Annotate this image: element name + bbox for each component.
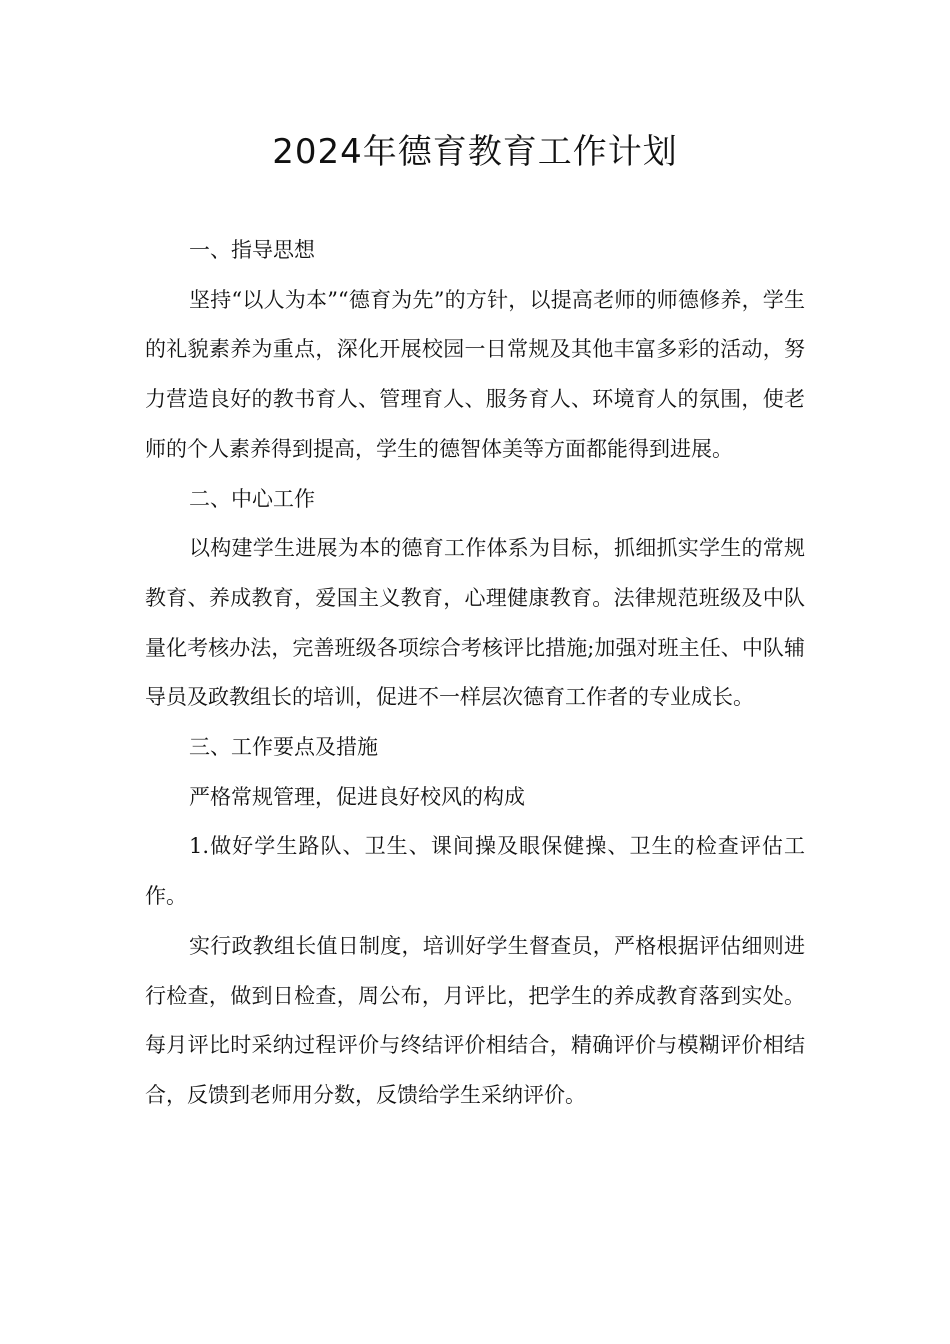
document-title: 2024年德育教育工作计划 bbox=[272, 132, 678, 172]
document-body bbox=[145, 226, 805, 1121]
section-heading-central-work: 二、中心工作 bbox=[189, 486, 315, 511]
paragraph-duty-system: 实行政教组长值日制度，培训好学生督查员，严格根据评估细则进行检查，做到日检查，周公布，月评比，把学生的养成教育落到实处。每月评比时采纳过程评价与终结评价相结合，精确评价与模糊评价相结合，反馈到老师用分数，反馈给学生采纳评价。 bbox=[145, 933, 805, 1107]
paragraph-item-1: 1.做好学生路队、卫生、课间操及眼保健操、卫生的检查评估工作。 bbox=[145, 834, 805, 909]
paragraph-central-work: 以构建学生进展为本的德育工作体系为目标，抓细抓实学生的常规教育、养成教育，爱国主义教育，心理健康教育。法律规范班级及中队量化考核办法，完善班级各项综合考核评比措施;加强对班主任、中队辅导员及政教组长的培训，促进不一样层次德育工作者的专业成长。 bbox=[145, 536, 805, 710]
section-heading-guiding-ideology: 一、指导思想 bbox=[189, 238, 315, 262]
paragraph-guiding-ideology: 坚持“以人为本”“德育为先”的方针，以提高老师的师德修养，学生的礼貌素养为重点，深化开展校园一日常规及其他丰富多彩的活动，努力营造良好的教书育人、管理育人、服务育人、环境育人的氛围，使老师的个人素养得到提高，学生的德智体美等方面都能得到进展。 bbox=[145, 287, 805, 461]
section-heading-key-points: 三、工作要点及措施 bbox=[189, 735, 378, 760]
subheading-routine-management: 严格常规管理，促进良好校风的构成 bbox=[189, 784, 525, 809]
